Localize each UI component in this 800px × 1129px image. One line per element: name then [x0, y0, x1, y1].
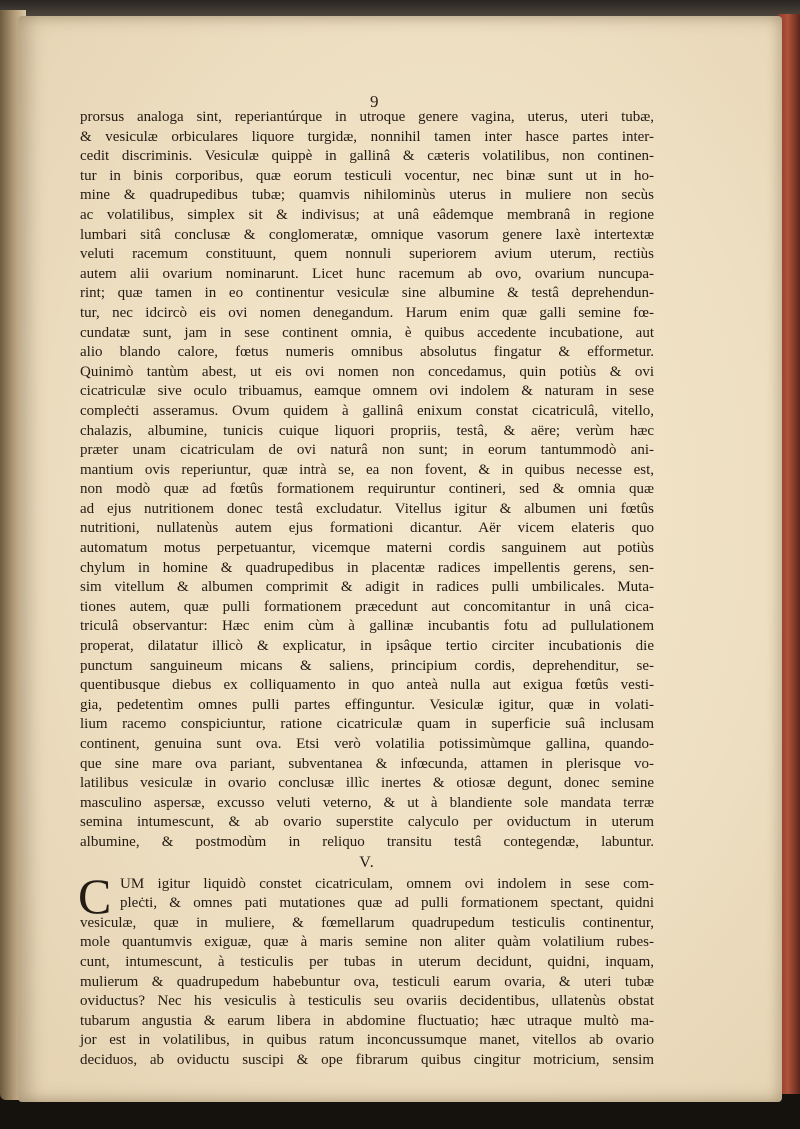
- text-line: non modò quæ ad fœtûs formationem requiruntur contineri, sed & omnia quæ: [80, 481, 654, 498]
- text-line: cedit discriminis. Vesiculæ quippè in gallinâ & cæteris volatilibus, non continen-: [80, 148, 654, 165]
- text-line: jor est in volatilibus, in quibus ratum inconcussumque manet, vitellos ab ovario: [80, 1032, 654, 1049]
- text-line: tubarum angustia & earum libera in abdomine fluctuatio; hæc utraque multò ma-: [80, 1012, 654, 1029]
- text-line: nutritioni, nullatenùs autem ejus formationi dicantur. Aër vicem elateris quo: [80, 520, 654, 537]
- paragraph-1: [80, 108, 654, 853]
- page-number: 9: [370, 92, 379, 111]
- text-line: properat, dilatatur illicò & explicatur, in ipsâque tertio circiter incubationis die: [80, 638, 654, 655]
- text-line: mantium ovis reperiuntur, quæ intrà se, ea non fovent, & in quibus necesse est,: [80, 461, 654, 478]
- text-line: tiones autem, quæ pulli formationem præcedunt aut concomitantur in unâ cica-: [80, 598, 654, 615]
- paragraph-2: [80, 894, 654, 1070]
- text-line: gia, pedetentìm omnes pulli partes effinguntur. Vesiculæ igitur, quæ in volati-: [80, 696, 654, 713]
- text-line: chylum in homine & quadrupedibus in placentæ radices impellentis gerens, sen-: [80, 559, 654, 576]
- text-line: cunt, intumescunt, à testiculis per tubas in uterum decidunt, quidni, inquam,: [80, 953, 654, 970]
- text-line: & vesiculæ orbiculares liquore turgidæ, nonnihil tamen inter hasce partes inter-: [80, 128, 654, 145]
- text-line: semina intumescunt, & ab ovario superstite calyculo per oviductum in uterum: [80, 814, 654, 831]
- text-line: mine & quadrupedibus tubæ; quamvis nihilominùs uterus in muliere non secùs: [80, 187, 654, 204]
- text-line: tur in binis corporibus, quæ eorum testiculi vocentur, nec binæ sunt ut in ho-: [80, 167, 654, 184]
- text-line: alio blando calore, fœtus numeris omnibus absolutus fingatur & efformetur.: [80, 344, 654, 361]
- text-line: deciduos, ab oviductu suscipi & ope fibrarum quibus cingitur motricium, sensim: [80, 1051, 654, 1068]
- section-heading: V.: [359, 853, 375, 871]
- text-block: [80, 108, 654, 1071]
- text-line: ac volatilibus, simplex sit & indivisus; at unâ eâdemque membranâ in regione: [80, 206, 654, 223]
- text-line: autem alii ovarium nominarunt. Licet hunc racemum ab ovo, ovarium nuncupa-: [80, 265, 654, 282]
- text-line: mulierum & quadrupedum habebuntur ova, testiculi earum ovaria, & uteri tubæ: [80, 973, 654, 990]
- text-line: que sine mare ova pariant, subventanea & infœcunda, attamen in plerisque vo-: [80, 755, 654, 772]
- text-line: automatum motus perpetuantur, vicemque materni cordis sanguinem aut potiùs: [80, 540, 654, 557]
- text-line: quentibusque diebus ex colliquamento in quo anteà nulla aut exigua fœtûs vesti-: [80, 677, 654, 694]
- text-line: lium racemo conspiciuntur, ratione cicatriculæ quam in superficie suâ inclusam: [80, 716, 654, 733]
- text-line: chalazis, albumine, tunicis cuique liquori propriis, testâ, & aëre; verùm hæc: [80, 422, 654, 439]
- drop-cap: C: [78, 867, 112, 924]
- text-line: oviductus? Nec his vesiculis à testiculis seu ovariis decidentibus, ullatenùs obstat: [80, 993, 654, 1010]
- text-line: compleċti asseramus. Ovum quidem à gallinâ enixum constat cicatriculâ, vitello,: [80, 402, 654, 419]
- text-line: præter unam cicatriculam de ovi naturâ non sunt; in eorum tantummodò ani-: [80, 442, 654, 459]
- text-line: albumine, & postmodùm in reliquo transitu testâ contegendæ, labuntur.: [80, 833, 654, 850]
- first-line-text: UM igitur liquidò constet cicatriculam, omnem ovi indolem in sese com-: [120, 875, 654, 892]
- text-line: punctum sanguineum micans & saliens, principium cordis, deprehenditur, se-: [80, 657, 654, 674]
- page: [18, 16, 782, 1102]
- text-line: continent, genuina sunt ova. Etsi verò volatilia potissimùmque gallina, quando-: [80, 736, 654, 752]
- text-line: masculino aspersæ, excusso veluti veterno, & ut à blandiente sole mandata terræ: [80, 794, 654, 811]
- text-line: pleċti, & omnes pati mutationes quæ ad pulli formationem spectant, quidni: [120, 895, 654, 912]
- text-line: Quinimò tantùm abest, ut eis ovi nomen non concedamus, quin potiùs & ovi: [80, 363, 654, 380]
- text-line: tur, nec idcircò eis ovi nomen denegandum. Harum enim quæ galli semine fœ-: [80, 304, 654, 321]
- text-line: sim vitellum & albumen comprimit & adigit in radices pulli umbilicales. Muta-: [80, 579, 654, 596]
- text-line: latilibus vesiculæ in ovario conclusæ illìc inertes & otiosæ degunt, donec semine: [80, 775, 654, 792]
- text-line: prorsus analoga sint, reperiantúrque in utroque genere vagina, uterus, uteri tubæ,: [80, 109, 654, 125]
- text-line: veluti racemum constituunt, quem nonnuli superiorem avium uterum, rectiùs: [80, 246, 654, 263]
- text-line: ad ejus nutritionem donec testâ excludatur. Vitellus igitur & albumen uni fœtûs: [80, 500, 654, 517]
- text-line: mole quantumvis exiguæ, quæ à maris semine non aliter quàm volatilium rubes-: [80, 934, 654, 951]
- text-line: vesiculæ, quæ in muliere, & fœmellarum quadrupedum testiculis continentur,: [80, 914, 654, 931]
- text-line: cicatriculæ sive oculo tribuamus, eamque omnem ovi indolem & naturam in sese: [80, 383, 654, 400]
- text-line: lumbari sitâ conclusæ & conglomeratæ, omnique vasorum genere laxè intertextæ: [80, 226, 654, 243]
- text-line: triculâ observantur: Hæc enim cùm à gallinæ incubantis fotu ad pullulationem: [80, 618, 654, 635]
- text-line: rint; quæ tamen in eo continentur vesiculæ sine albumine & testâ deprehendun-: [80, 285, 654, 302]
- text-line: cundatæ sunt, jam in sese continent omnia, è quibus accedente incubatione, aut: [80, 324, 654, 341]
